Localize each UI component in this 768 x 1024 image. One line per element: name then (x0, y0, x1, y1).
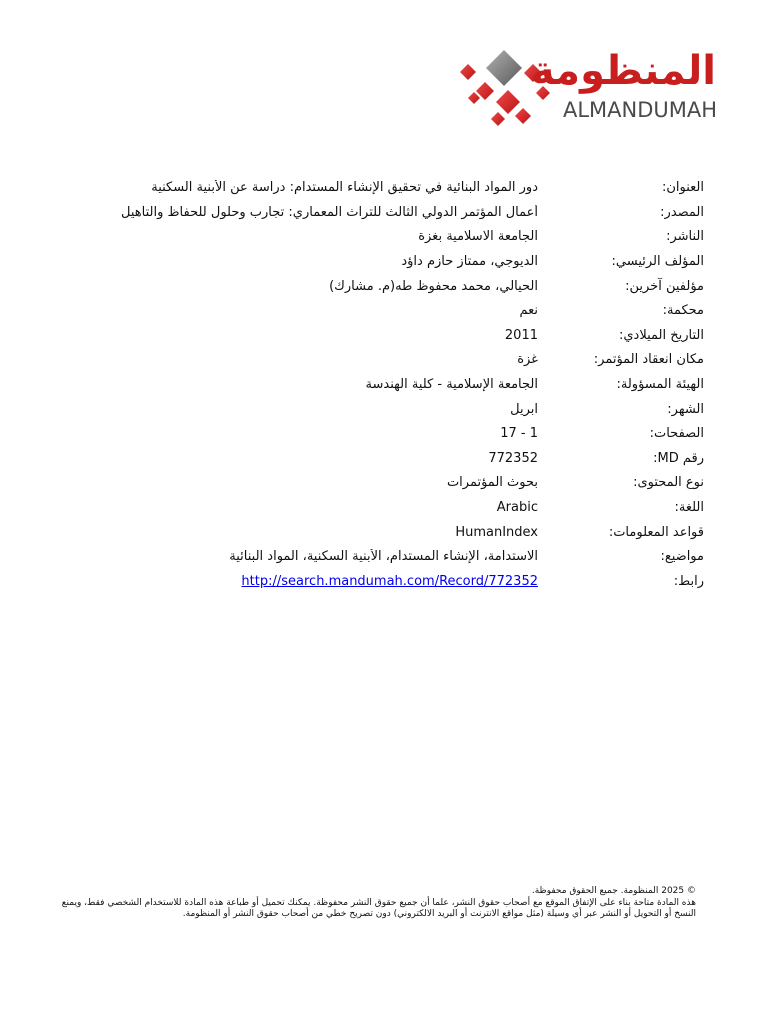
copyright-footer (52, 886, 696, 921)
record-row-source (60, 201, 704, 226)
field-value: الديوجي، ممتاز حازم داؤد (401, 254, 538, 270)
record-row-title (60, 176, 704, 201)
record-row-other-authors (60, 274, 704, 299)
field-label: محكمة: (662, 303, 704, 319)
field-label: الهيئة المسؤولة: (616, 377, 704, 393)
field-label: الصفحات: (649, 426, 704, 442)
field-label: نوع المحتوى: (633, 475, 704, 491)
field-label: رابط: (673, 573, 704, 589)
record-row-conference-location (60, 348, 704, 373)
rights-notice: هذه المادة متاحة بناء على الإتفاق الموقع مع أصحاب حقوق النشر، علما أن جميع حقوق النشر محفوظة. يمكنك تحميل أو طباعة هذه المادة للاستخدام الشخصي فقط، ويمنع النسخ أو التحويل أو النشر عبر أي وسيلة (مثل مواقع الانترنت أو البريد الالكتروني) دون تصريح خطي من أصحاب حقوق النشر أو المنظومة. (61, 897, 696, 919)
record-metadata (60, 176, 704, 594)
record-row-peer-reviewed (60, 299, 704, 324)
logo-latin-wordmark: ALMANDUMAH (562, 98, 718, 122)
field-label: قواعد المعلومات: (608, 524, 704, 540)
record-row-link (60, 570, 704, 595)
field-value: الجامعة الإسلامية - كلية الهندسة (365, 377, 538, 393)
record-row-main-author (60, 250, 704, 275)
field-value: غزة (517, 352, 538, 368)
field-label: رقم MD: (653, 450, 704, 466)
field-label: العنوان: (661, 180, 704, 196)
field-label: مواضيع: (660, 549, 704, 565)
logo-diamond-red (515, 108, 531, 124)
field-value: Arabic (496, 500, 538, 516)
field-value (60, 574, 538, 590)
copyright-line: © 2025 المنظومة. جميع الحقوق محفوظة. (531, 886, 696, 896)
field-label: المؤلف الرئيسي: (611, 254, 704, 270)
field-label: اللغة: (674, 500, 704, 516)
field-value: 772352 (488, 450, 538, 466)
record-row-responsible-body (60, 373, 704, 398)
record-row-language (60, 496, 704, 521)
field-value: أعمال المؤتمر الدولي الثالث للتراث المعماري: تجارب وحلول للحفاظ والتأهيل (121, 204, 538, 220)
logo-diamond-red (491, 112, 505, 126)
almandumah-logo (458, 46, 720, 132)
field-label: الشهر: (667, 401, 704, 417)
logo-arabic-wordmark: المنظومة (531, 48, 716, 94)
field-value: دور المواد البنائية في تحقيق الإنشاء المستدام: دراسة عن الأبنية السكنية (151, 180, 538, 196)
record-row-content-type (60, 471, 704, 496)
record-row-month (60, 397, 704, 422)
field-value: 2011 (504, 327, 538, 343)
logo-diamond-red (496, 90, 520, 114)
record-row-date (60, 324, 704, 349)
field-label: الناشر: (666, 229, 704, 245)
record-row-subjects (60, 545, 704, 570)
field-label: المصدر: (660, 204, 704, 220)
field-label: التاريخ الميلادي: (619, 327, 704, 343)
record-row-md-number (60, 447, 704, 472)
record-link[interactable]: http://search.mandumah.com/Record/772352 (241, 573, 538, 589)
field-value: بحوث المؤتمرات (446, 475, 538, 491)
field-value: الاستدامة، الإنشاء المستدام، الأبنية السكنية، المواد البنائية (229, 549, 538, 565)
logo-diamond-gray (486, 50, 522, 86)
field-value: نعم (519, 303, 538, 319)
field-label: مكان انعقاد المؤتمر: (593, 352, 704, 368)
field-value: الحيالي، محمد محفوظ طه(م. مشارك) (329, 278, 538, 294)
record-row-publisher (60, 225, 704, 250)
field-value: 1 - 17 (500, 426, 538, 442)
field-value: الجامعة الاسلامية بغزة (418, 229, 538, 245)
record-row-databases (60, 520, 704, 545)
field-label: مؤلفين آخرين: (625, 278, 704, 294)
record-row-pages (60, 422, 704, 447)
logo-diamond-red (468, 92, 480, 104)
logo-diamond-red (460, 64, 476, 80)
field-value: HumanIndex (455, 524, 538, 540)
field-value: ابريل (510, 401, 538, 417)
